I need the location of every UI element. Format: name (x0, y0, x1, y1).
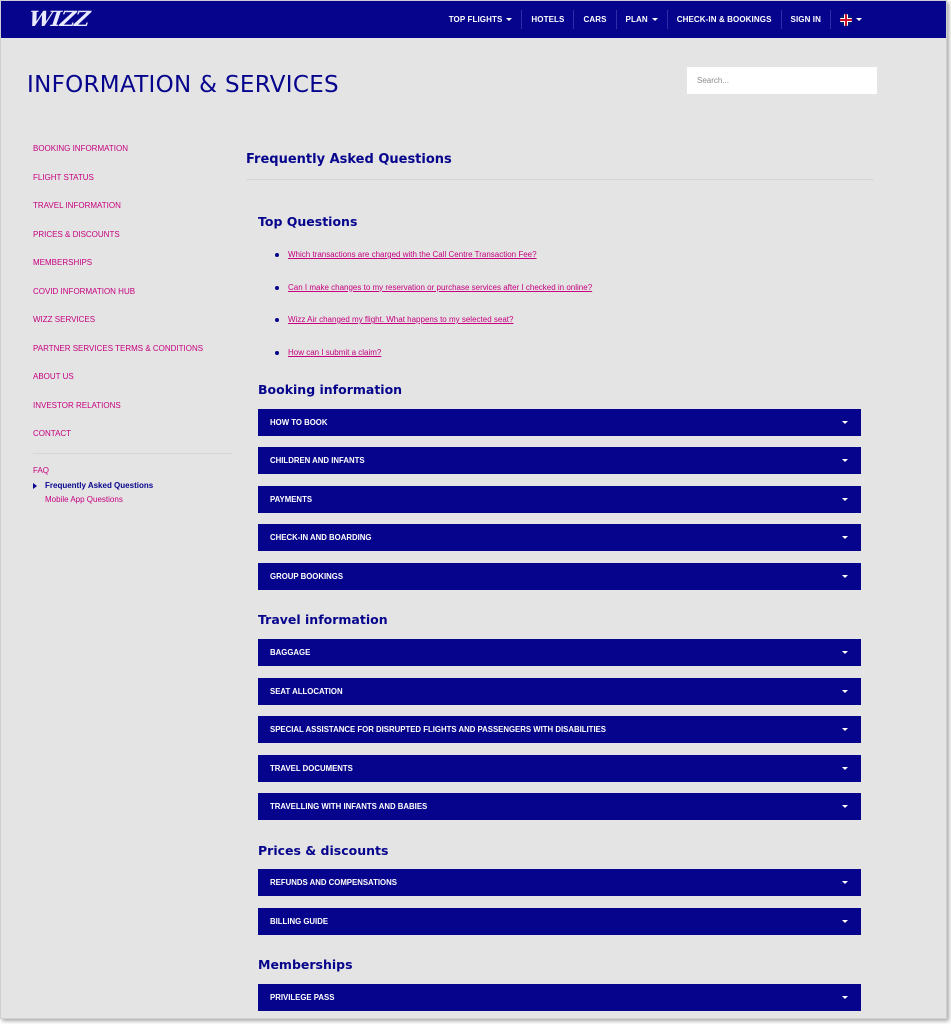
section-heading-top-questions: Top Questions (258, 214, 358, 229)
chevron-down-icon (842, 498, 848, 501)
uk-flag-icon (840, 14, 852, 26)
chevron-down-icon (842, 575, 848, 578)
language-selector[interactable] (831, 10, 871, 29)
main-divider (246, 179, 874, 180)
sidebar-item-investor-relations[interactable]: INVESTOR RELATIONS (33, 400, 121, 410)
nav-sign-in-label: SIGN IN (790, 15, 821, 24)
top-navigation-bar (1, 1, 947, 38)
accordion-label: PRIVILEGE PASS (270, 993, 335, 1002)
nav-hotels-label: HOTELS (531, 15, 565, 24)
accordion-label: HOW TO BOOK (270, 418, 328, 427)
accordion-label: SEAT ALLOCATION (270, 687, 343, 696)
accordion-check-in-and-boarding[interactable] (258, 524, 861, 551)
chevron-down-icon (842, 651, 848, 654)
accordion-group-bookings[interactable] (258, 563, 861, 590)
top-questions-list (275, 247, 592, 377)
main-title: Frequently Asked Questions (246, 152, 452, 167)
accordion-travel-documents[interactable] (258, 755, 861, 782)
accordion-label: CHECK-IN AND BOARDING (270, 533, 372, 542)
nav-cars-label: CARS (583, 15, 607, 24)
chevron-down-icon (842, 767, 848, 770)
sidebar-item-covid-information-hub[interactable]: COVID INFORMATION HUB (33, 286, 136, 296)
chevron-down-icon (842, 459, 848, 462)
sidebar-item-faq-active[interactable] (33, 481, 153, 490)
list-item (275, 345, 592, 378)
chevron-down-icon (842, 728, 848, 731)
chevron-down-icon (842, 536, 848, 539)
sidebar-item-mobile-app-questions[interactable]: Mobile App Questions (45, 495, 123, 504)
accordion-seat-allocation[interactable] (258, 678, 861, 705)
sidebar-item-prices-discounts[interactable]: PRICES & DISCOUNTS (33, 229, 120, 239)
nav-cars[interactable] (574, 10, 616, 29)
accordion-label: PAYMENTS (270, 495, 313, 504)
nav-top-flights[interactable] (440, 10, 523, 29)
accordion-label: BILLING GUIDE (270, 917, 329, 926)
sidebar-item-flight-status[interactable]: FLIGHT STATUS (33, 172, 94, 182)
nav-plan-label: PLAN (625, 15, 648, 24)
accordion-label: TRAVELLING WITH INFANTS AND BABIES (270, 802, 428, 811)
sidebar-item-about-us[interactable]: ABOUT US (33, 372, 74, 381)
sidebar-item-travel-information[interactable]: TRAVEL INFORMATION (33, 201, 121, 210)
nav-plan[interactable] (617, 10, 668, 29)
faq-active-label: Frequently Asked Questions (45, 481, 154, 490)
accordion-how-to-book[interactable] (258, 409, 861, 436)
page-title: INFORMATION & SERVICES (27, 72, 339, 98)
wizz-logo[interactable] (27, 6, 91, 31)
accordion-children-and-infants[interactable] (258, 447, 861, 474)
section-heading-booking-information: Booking information (258, 382, 403, 397)
sidebar-item-faq[interactable]: FAQ (33, 466, 50, 475)
question-link[interactable]: Wizz Air changed my flight. What happens to my selected seat? (288, 315, 514, 324)
sidebar (33, 144, 233, 458)
accordion-payments[interactable] (258, 486, 861, 513)
sidebar-divider (33, 453, 233, 454)
chevron-down-icon (842, 690, 848, 693)
accordion-baggage[interactable] (258, 639, 861, 666)
chevron-down-icon (506, 18, 512, 21)
section-heading-memberships: Memberships (258, 957, 353, 972)
nav-check-in-label: CHECK-IN & BOOKINGS (676, 15, 772, 24)
accordion-billing-guide[interactable] (258, 908, 861, 935)
sidebar-item-partner-services-terms[interactable]: PARTNER SERVICES TERMS & CONDITIONS (33, 343, 204, 353)
main-nav (440, 1, 871, 38)
chevron-down-icon (842, 996, 848, 999)
accordion-label: TRAVEL DOCUMENTS (270, 764, 353, 773)
chevron-down-icon (856, 18, 862, 21)
caret-right-icon (33, 483, 37, 489)
chevron-down-icon (842, 421, 848, 424)
question-link[interactable]: Which transactions are charged with the Call Centre Transaction Fee? (288, 250, 537, 259)
sidebar-item-memberships[interactable]: MEMBERSHIPS (33, 258, 93, 267)
sidebar-item-contact[interactable]: CONTACT (33, 429, 72, 438)
accordion-label: CHILDREN AND INFANTS (270, 456, 365, 465)
nav-hotels[interactable] (522, 10, 574, 29)
chevron-down-icon (842, 805, 848, 808)
list-item (275, 312, 592, 345)
accordion-special-assistance[interactable] (258, 716, 861, 743)
logo-text: WIZZ (27, 6, 91, 31)
sidebar-item-wizz-services[interactable]: WIZZ SERVICES (33, 315, 96, 324)
chevron-down-icon (652, 18, 658, 21)
nav-check-in-bookings[interactable] (668, 10, 782, 29)
nav-sign-in[interactable] (782, 10, 831, 29)
accordion-privilege-pass[interactable] (258, 984, 861, 1011)
nav-top-flights-label: TOP FLIGHTS (448, 15, 503, 24)
chevron-down-icon (842, 920, 848, 923)
accordion-label: BAGGAGE (270, 648, 311, 657)
list-item (275, 280, 592, 313)
sidebar-item-booking-information[interactable]: BOOKING INFORMATION (33, 144, 128, 153)
accordion-travelling-with-infants[interactable] (258, 793, 861, 820)
chevron-down-icon (842, 881, 848, 884)
list-item (275, 247, 592, 280)
search-input[interactable] (687, 67, 877, 94)
question-link[interactable]: How can I submit a claim? (288, 347, 382, 357)
accordion-label: GROUP BOOKINGS (270, 572, 344, 581)
question-link[interactable]: Can I make changes to my reservation or purchase services after I checked in online? (288, 282, 593, 292)
section-heading-prices-discounts: Prices & discounts (258, 843, 389, 858)
accordion-label: REFUNDS AND COMPENSATIONS (270, 878, 397, 887)
accordion-label: SPECIAL ASSISTANCE FOR DISRUPTED FLIGHTS AND PASSENGERS WITH DISABILITIES (270, 725, 607, 734)
section-heading-travel-information: Travel information (258, 612, 388, 627)
accordion-refunds-and-compensations[interactable] (258, 869, 861, 896)
